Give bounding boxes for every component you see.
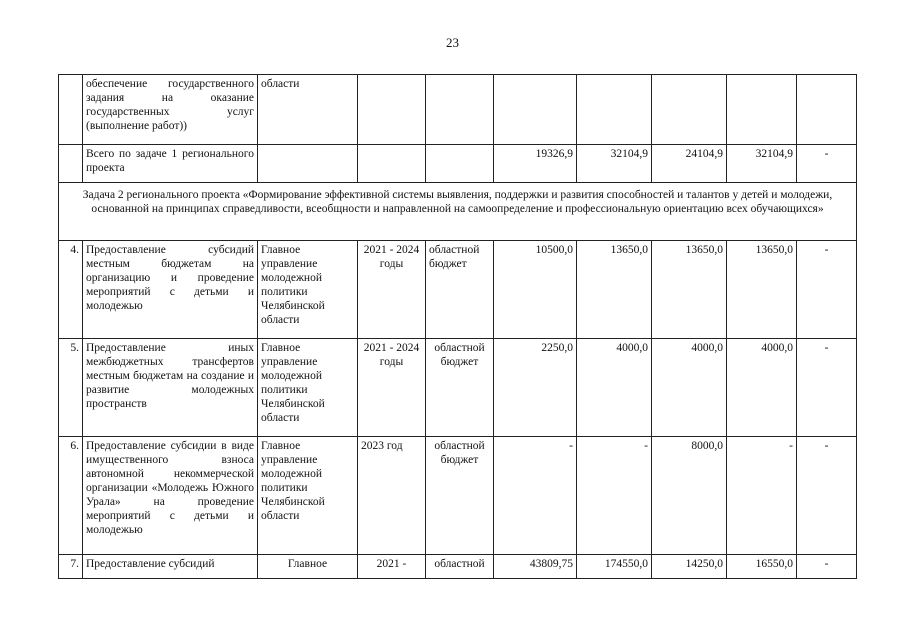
- value-2021: -: [494, 437, 577, 555]
- activity-name: Предоставление субсидий местным бюджетам на организацию и проведение мероприятий с детьми и молодежью: [83, 241, 258, 339]
- value-2022: 13650,0: [577, 241, 652, 339]
- activity-name: Предоставление субсидии в виде имущественного взноса автономной некоммерческой организации «Молодежь Южного Урала» на проведение мероприятий с детьми и молодежью: [83, 437, 258, 555]
- row-number: 7.: [59, 555, 83, 579]
- value-2022: 174550,0: [577, 555, 652, 579]
- table-row: [59, 145, 857, 183]
- value-2021: 2250,0: [494, 339, 577, 437]
- note: -: [797, 437, 857, 555]
- note: -: [797, 339, 857, 437]
- activity-name: Предоставление иных межбюджетных трансфертов местным бюджетам на создание и развитие молодежных пространств: [83, 339, 258, 437]
- executor: Главное управление молодежной политики Челябинской области: [258, 437, 358, 555]
- value-2021: 43809,75: [494, 555, 577, 579]
- note: [797, 75, 857, 145]
- activity-name: Всего по задаче 1 регионального проекта: [83, 145, 258, 183]
- value-2021: 10500,0: [494, 241, 577, 339]
- executor: Главное управление молодежной политики Челябинской области: [258, 339, 358, 437]
- page-number: 23: [446, 35, 459, 50]
- activity-name: Предоставление субсидий: [83, 555, 258, 579]
- period: 2021 - 2024 годы: [358, 339, 426, 437]
- table-row: [59, 241, 857, 339]
- value-2022: -: [577, 437, 652, 555]
- task-header-row: [59, 183, 857, 241]
- period: 2023 год: [358, 437, 426, 555]
- value-2024: 4000,0: [727, 339, 797, 437]
- value-2023: 13650,0: [652, 241, 727, 339]
- value-2023: [652, 75, 727, 145]
- executor: Главное: [258, 555, 358, 579]
- value-2024: -: [727, 437, 797, 555]
- value-2023: 14250,0: [652, 555, 727, 579]
- row-number: 4.: [59, 241, 83, 339]
- value-2023: 24104,9: [652, 145, 727, 183]
- value-2023: 8000,0: [652, 437, 727, 555]
- row-number: [59, 145, 83, 183]
- funding-source: областной бюджет: [426, 241, 494, 339]
- row-number: [59, 75, 83, 145]
- value-2024: [727, 75, 797, 145]
- value-2022: [577, 75, 652, 145]
- table-row: [59, 75, 857, 145]
- executor: Главное управление молодежной политики Челябинской области: [258, 241, 358, 339]
- funding-source: областной бюджет: [426, 339, 494, 437]
- value-2021: 19326,9: [494, 145, 577, 183]
- value-2024: 16550,0: [727, 555, 797, 579]
- table-row: [59, 339, 857, 437]
- period: 2021 -: [358, 555, 426, 579]
- value-2022: 32104,9: [577, 145, 652, 183]
- funding-source: областной: [426, 555, 494, 579]
- row-number: 5.: [59, 339, 83, 437]
- note: -: [797, 241, 857, 339]
- executor: области: [258, 75, 358, 145]
- period: 2021 - 2024 годы: [358, 241, 426, 339]
- period: [358, 145, 426, 183]
- funding-source: [426, 75, 494, 145]
- value-2022: 4000,0: [577, 339, 652, 437]
- note: -: [797, 145, 857, 183]
- value-2021: [494, 75, 577, 145]
- note: -: [797, 555, 857, 579]
- funding-source: областной бюджет: [426, 437, 494, 555]
- task-title: Задача 2 регионального проекта «Формирование эффективной системы выявления, поддержки и развития способностей и талантов у детей и молодежи, основанной на принципах справедливости, всеобщности и направленной на самоопределение и профессиональную ориентацию всех обучающихся»: [59, 183, 857, 241]
- value-2024: 13650,0: [727, 241, 797, 339]
- activity-name: обеспечение государственного задания на оказание государственных услуг (выполнение работ)): [83, 75, 258, 145]
- executor: [258, 145, 358, 183]
- period: [358, 75, 426, 145]
- value-2023: 4000,0: [652, 339, 727, 437]
- value-2024: 32104,9: [727, 145, 797, 183]
- table-body: [59, 75, 857, 579]
- budget-table: [58, 74, 857, 579]
- table-row: [59, 437, 857, 555]
- funding-source: [426, 145, 494, 183]
- row-number: 6.: [59, 437, 83, 555]
- table-row: [59, 555, 857, 579]
